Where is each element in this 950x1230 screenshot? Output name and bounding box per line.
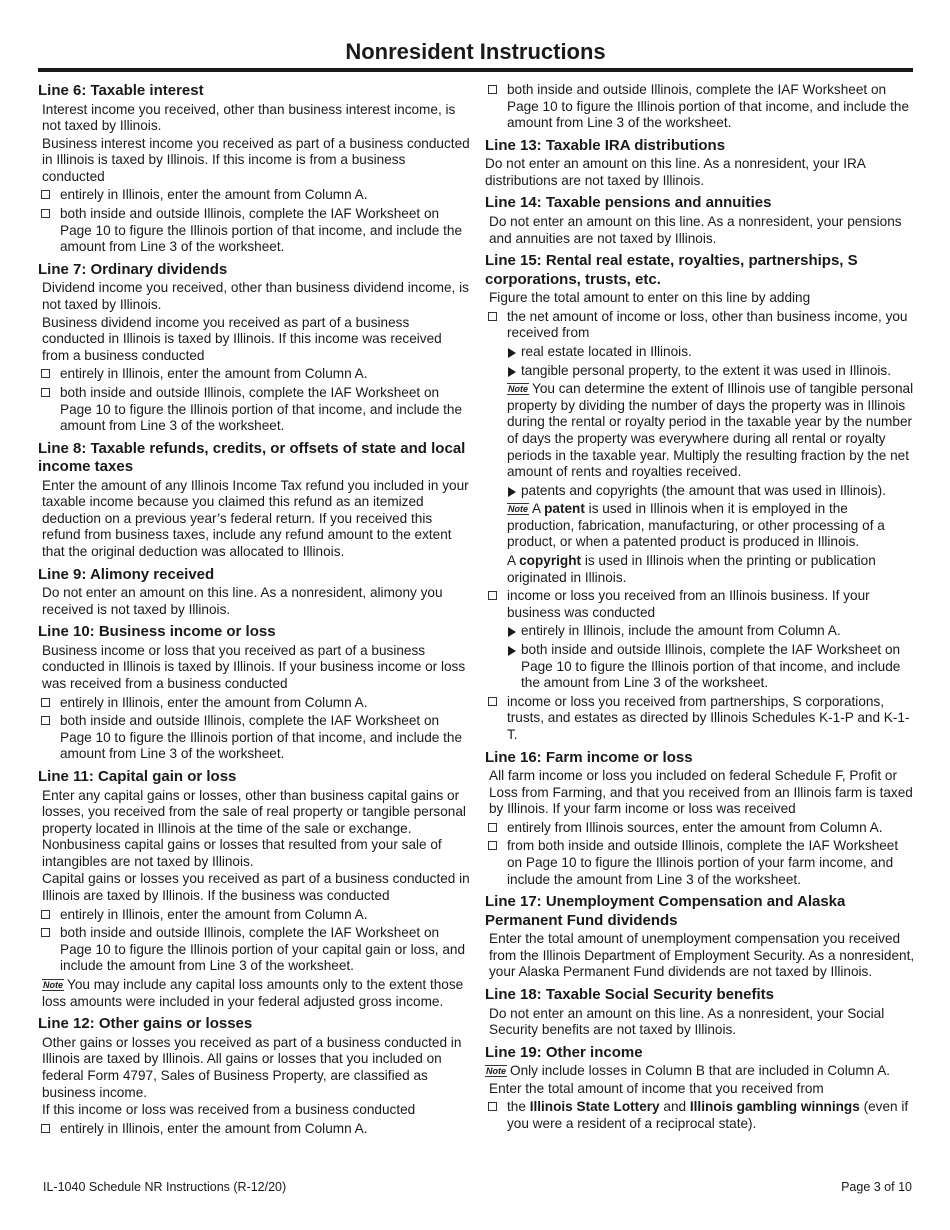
checkbox-icon (41, 698, 50, 707)
checkbox-icon (488, 841, 497, 850)
checkbox-item: both inside and outside Illinois, complete the IAF Worksheet on Page 10 to figure the Illinois portion of that income, and include the amount from Line 3 of the worksheet. (38, 713, 470, 763)
form-id-footer: IL-1040 Schedule NR Instructions (R-12/20) (43, 1180, 287, 1194)
left-column (38, 82, 470, 1137)
checkbox-icon (41, 928, 50, 937)
right-column (485, 82, 915, 1133)
checkbox-item: entirely in Illinois, enter the amount from Column A. (38, 187, 470, 204)
arrow-item: entirely in Illinois, include the amount from Column A. (507, 623, 915, 640)
checkbox-item: from both inside and outside Illinois, complete the IAF Worksheet on Page 10 to figure the Illinois portion of your farm income, and include the amount from Line 3 of the worksheet. (485, 838, 915, 888)
line16-heading: Line 16: Farm income or loss (485, 748, 693, 766)
line12-paragraph: Other gains or losses you received as part of a business conducted in Illinois are taxed by Illinois. All gains or losses that you included on federal Form 4797, Sales of Business Property, are classified as business income. (42, 1034, 462, 1100)
page-number: Page 3 of 10 (841, 1180, 912, 1194)
line13-heading: Line 13: Taxable IRA distributions (485, 136, 726, 154)
line7-paragraph: Business dividend income you received as part of a business conducted in Illinois is taxed by Illinois. If this income was received from a business conducted (42, 314, 442, 363)
line10-paragraph: Business income or loss that you received as part of a business conducted in Illinois is taxed by Illinois. If your business income or loss was received from a business conducted (42, 642, 466, 692)
line15-paragraph: Figure the total amount to enter on this line by adding (489, 290, 811, 306)
checkbox-icon (41, 388, 50, 397)
checkbox-item: entirely from Illinois sources, enter the amount from Column A. (485, 820, 915, 837)
arrow-bullet-icon (508, 627, 516, 637)
note-paragraph: Note A patent is used in Illinois when it is employed in the production, fabrication, manufacturing, or other processing of a product, or when a patented product is produced in Illinois. (507, 501, 885, 550)
arrow-item: patents and copyrights (the amount that was used in Illinois). (507, 483, 915, 500)
checkbox-icon (41, 369, 50, 378)
line9-heading: Line 9: Alimony received (38, 565, 215, 583)
checkbox-icon (41, 190, 50, 199)
line6-heading: Line 6: Taxable interest (38, 82, 204, 99)
line7-paragraph: Dividend income you received, other than business dividend income, is not taxed by Illinois. (42, 280, 469, 312)
note-paragraph: Note You may include any capital loss amounts only to the extent those loss amounts were included in your federal adjusted gross income. (42, 977, 464, 1009)
line12-paragraph: If this income or loss was received from a business conducted (42, 1102, 416, 1118)
line14-heading: Line 14: Taxable pensions and annuities (485, 194, 772, 212)
checkbox-item: both inside and outside Illinois, complete the IAF Worksheet on Page 10 to figure the Illinois portion of that income, and include the amount from Line 3 of the worksheet. (38, 206, 470, 256)
arrow-item: tangible personal property, to the extent it was used in Illinois. (507, 363, 915, 380)
checkbox-item: both inside and outside Illinois, complete the IAF Worksheet on Page 10 to figure the Illinois portion of your capital gain or loss, and include the amount from Line 3 of the worksheet. (38, 925, 470, 975)
line6-paragraph: Interest income you received, other than business interest income, is not taxed by Illinois. (42, 101, 456, 134)
checkbox-item: entirely in Illinois, enter the amount from Column A. (38, 366, 470, 383)
line18-paragraph: Do not enter an amount on this line. As a nonresident, your Social Security benefits are not taxed by Illinois. (489, 1005, 885, 1038)
arrow-bullet-icon (508, 646, 516, 656)
arrow-bullet-icon (508, 367, 516, 377)
line8-paragraph: Enter the amount of any Illinois Income Tax refund you included in your taxable income because you claimed this refund as an itemized deduction on a previous year’s federal return. If you received this refund from business taxes, include any refund amount to the extent that the original deduction was allocated to Illinois. (42, 477, 469, 560)
line17-paragraph: Enter the total amount of unemployment compensation you received from the Illinois Department of Employment Security. As a nonresident, your Alaska Permanent Fund dividends are not taxed by Illinois. (489, 931, 915, 980)
line11-paragraph: Enter any capital gains or losses, other than business capital gains or losses, you received from the sale of real property or tangible personal property located in Illinois at the time of the sale or exchange. Nonbusiness capital gains or losses that resulted from your sale of intangibles are not taxed by Illinois. (42, 787, 466, 869)
checkbox-item: income or loss you received from an Illinois business. If your business was conducted (485, 588, 915, 621)
line12-heading: Line 12: Other gains or losses (38, 1015, 253, 1033)
note-paragraph: Note You can determine the extent of Illinois use of tangible personal property by dividing the number of days the property was in Illinois during the rental or royalty period in the taxable year by the number of days the property was everywhere during all rental or royalty periods in the taxable year. Multiply the resulting fraction by the net amount of rents and royalties received. (507, 381, 914, 480)
line9-paragraph: Do not enter an amount on this line. As a nonresident, alimony you received is not taxed by Illinois. (42, 585, 443, 617)
checkbox-item: the net amount of income or loss, other than business income, you received from (485, 309, 915, 342)
line19-heading: Line 19: Other income (485, 1043, 643, 1061)
checkbox-item: the Illinois State Lottery and Illinois gambling winnings (even if you were a resident of a reciprocal state). (485, 1099, 915, 1132)
arrow-item: real estate located in Illinois. (507, 344, 915, 361)
copyright-paragraph: A copyright is used in Illinois when the printing or publication originated in Illinois. (507, 553, 876, 585)
note-icon: Note (486, 1066, 506, 1077)
line14-paragraph: Do not enter an amount on this line. As a nonresident, your pensions and annuities are not taxed by Illinois. (489, 213, 902, 246)
checkbox-icon (41, 910, 50, 919)
line13-paragraph: Do not enter an amount on this line. As a nonresident, your IRA distributions are not taxed by Illinois. (485, 156, 866, 188)
checkbox-item: both inside and outside Illinois, complete the IAF Worksheet on Page 10 to figure the Illinois portion of that income, and include the amount from Line 3 of the worksheet. (38, 385, 470, 435)
line16-paragraph: All farm income or loss you included on federal Schedule F, Profit or Loss from Farming, and that you received from an Illinois farm is taxed by Illinois. If your farm income or loss was received (489, 768, 913, 817)
title-rule (38, 68, 913, 72)
checkbox-item: entirely in Illinois, enter the amount from Column A. (38, 907, 470, 924)
checkbox-icon (488, 591, 497, 600)
note-icon: Note (43, 980, 63, 991)
line6-paragraph: Business interest income you received as part of a business conducted in Illinois is taxed by Illinois. If this income is from a business conducted (42, 135, 470, 184)
line11-heading: Line 11: Capital gain or loss (38, 768, 237, 785)
checkbox-item: both inside and outside Illinois, complete the IAF Worksheet on Page 10 to figure the Illinois portion of that income, and include the amount from Line 3 of the worksheet. (485, 82, 915, 132)
line17-heading: Line 17: Unemployment Compensation and Alaska Permanent Fund dividends (485, 893, 846, 929)
checkbox-item: entirely in Illinois, enter the amount from Column A. (38, 1121, 470, 1138)
checkbox-icon (41, 1124, 50, 1133)
line11-paragraph: Capital gains or losses you received as part of a business conducted in Illinois are taxed by Illinois. If the business was conducted (42, 871, 470, 904)
checkbox-item: entirely in Illinois, enter the amount from Column A. (38, 695, 470, 712)
arrow-item: both inside and outside Illinois, complete the IAF Worksheet on Page 10 to figure the Illinois portion of that income, and include the amount from Line 3 of the worksheet. (507, 642, 915, 692)
checkbox-icon (488, 697, 497, 706)
arrow-bullet-icon (508, 487, 516, 497)
line18-heading: Line 18: Taxable Social Security benefits (485, 986, 774, 1004)
line8-heading: Line 8: Taxable refunds, credits, or offsets of state and local income taxes (38, 439, 466, 476)
checkbox-icon (41, 716, 50, 725)
checkbox-item: income or loss you received from partnerships, S corporations, trusts, and estates as directed by Illinois Schedules K-1-P and K-1-T. (485, 694, 915, 744)
line15-heading: Line 15: Rental real estate, royalties, partnerships, S corporations, trusts, etc. (485, 252, 858, 288)
checkbox-icon (488, 823, 497, 832)
checkbox-icon (488, 1102, 497, 1111)
checkbox-icon (488, 312, 497, 321)
checkbox-icon (488, 85, 497, 94)
page-title: Nonresident Instructions (345, 39, 606, 64)
line7-heading: Line 7: Ordinary dividends (38, 260, 228, 278)
checkbox-icon (41, 209, 50, 218)
note-icon: Note (508, 504, 528, 515)
line10-heading: Line 10: Business income or loss (38, 623, 276, 641)
arrow-bullet-icon (508, 348, 516, 358)
note-paragraph: Note Only include losses in Column B that are included in Column A. (486, 1063, 891, 1079)
line19-paragraph: Enter the total amount of income that you received from (489, 1080, 824, 1096)
note-icon: Note (508, 384, 528, 395)
